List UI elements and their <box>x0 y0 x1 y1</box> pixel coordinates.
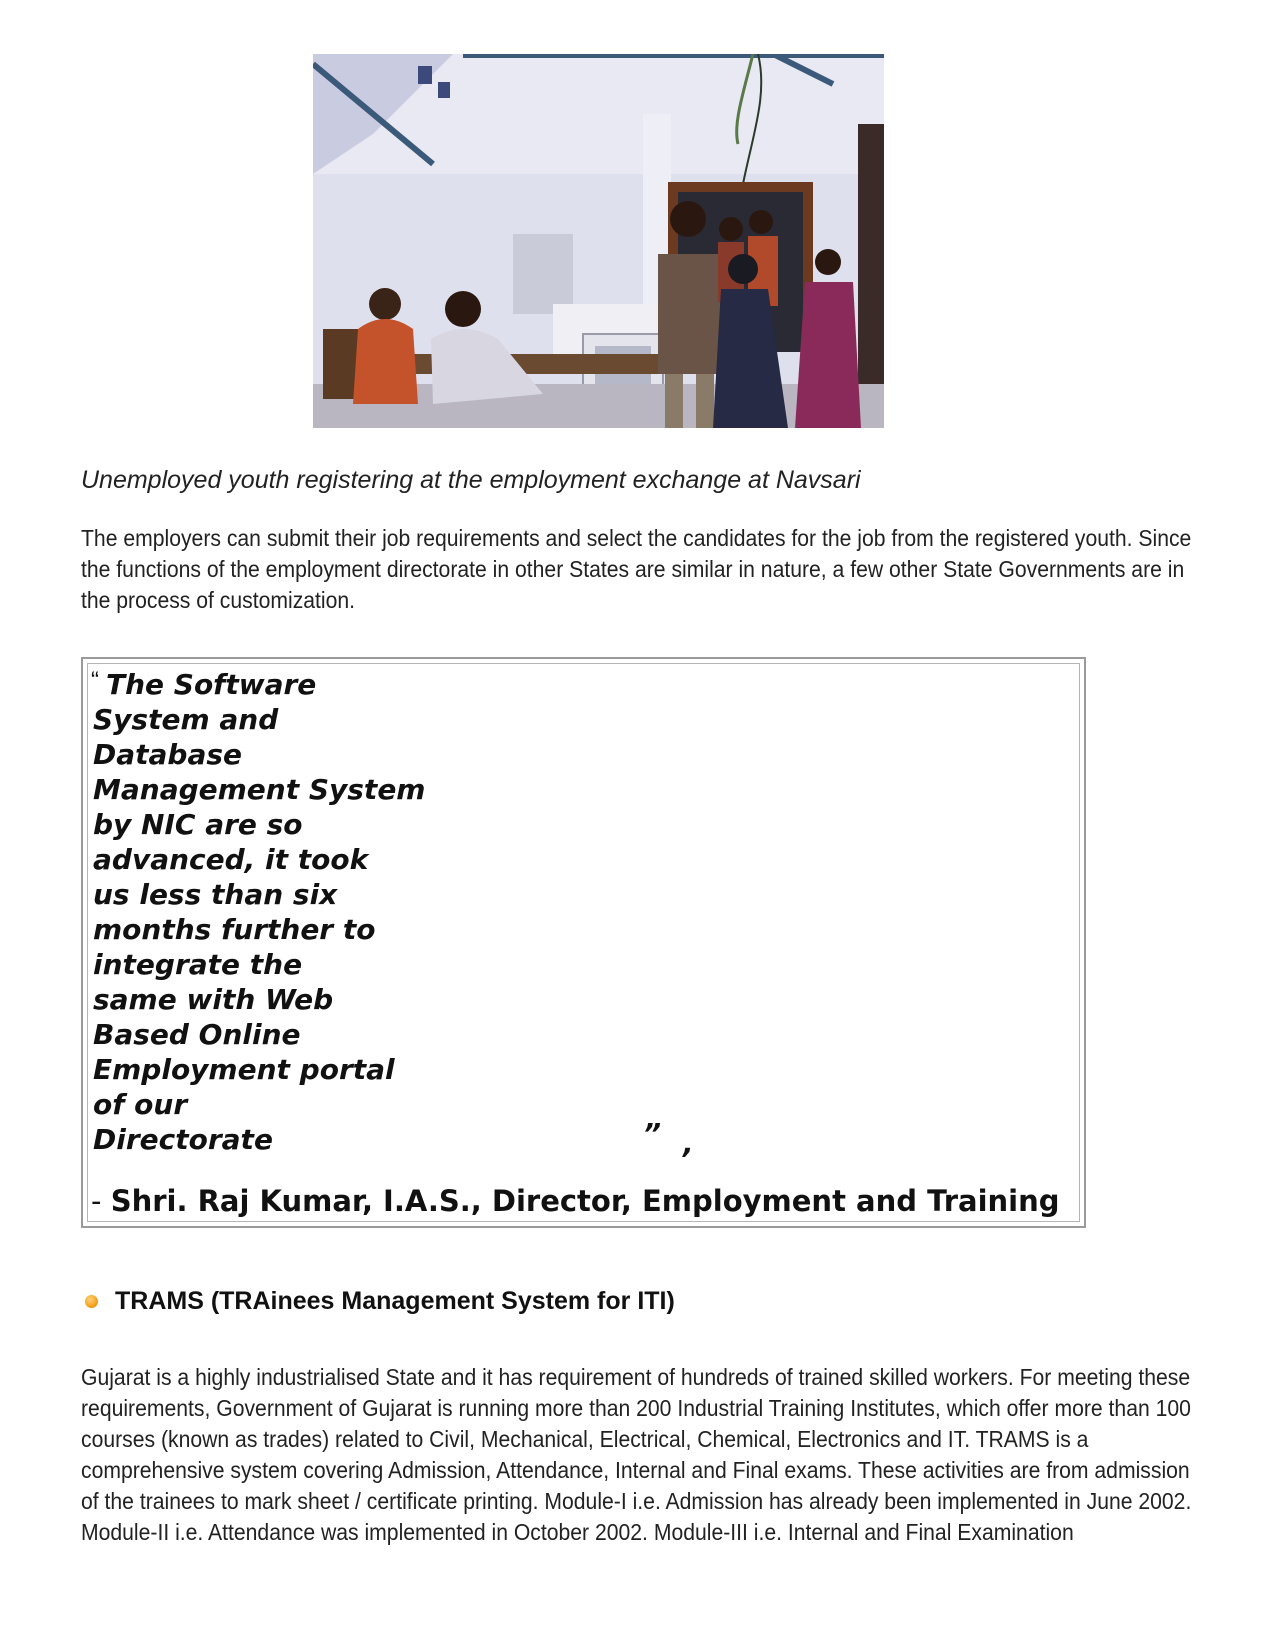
quote-line: Management System <box>93 773 426 806</box>
attribution-name: Shri. Raj Kumar, I.A.S., Director, Employment and Training <box>110 1184 1060 1218</box>
attribution-dash: - <box>91 1184 111 1218</box>
photo-caption: Unemployed youth registering at the employment exchange at Navsari <box>81 466 861 494</box>
quote-line: Database <box>93 738 243 771</box>
quote-line: us less than six <box>93 878 338 911</box>
quote-line: advanced, it took <box>93 843 369 876</box>
quote-open-mark: “ <box>91 667 99 694</box>
quote-line: The Software <box>106 668 317 701</box>
quote-line: Employment portal <box>93 1053 395 1086</box>
quote-line: by NIC are so <box>93 808 303 841</box>
trams-paragraph: Gujarat is a highly industrialised State and it has requirement of hundreds of trained skilled workers. For meeting these requirements, Government of Gujarat is running more than 200 Industrial Training Institutes, which offer more than 100 courses (known as trades) related to Civil, Mechanical, Electrical, Chemical, Electronics and IT. TRAMS is a comprehensive system covering Admission, Attendance, Internal and Final exams. These activities are from admission of the trainees to mark sheet / certificate printing. Module-I i.e. Admission has already been implemented in June 2002. Module-II i.e. Attendance was implemented in October 2002. Module-III i.e. Internal and Final Examination <box>81 1364 1192 1545</box>
quote-close-mark: ” <box>643 1117 662 1150</box>
quote-line: Based Online <box>93 1018 301 1051</box>
testimonial-quote-box <box>81 657 1086 1228</box>
quote-comma: , <box>683 1127 694 1160</box>
quote-line: System and <box>93 703 279 736</box>
quote-line: Directorate <box>93 1123 273 1156</box>
quote-line: months further to <box>93 913 376 946</box>
photo-illustration <box>313 54 884 428</box>
employers-paragraph: The employers can submit their job requirements and select the candidates for the job from the registered youth. Since the functions of the employment directorate in other States are similar in nature, a few other State Governments are in the process of customization. <box>81 525 1192 613</box>
bullet-icon <box>85 1295 98 1308</box>
trams-heading: TRAMS (TRAinees Management System for ITI) <box>115 1287 675 1315</box>
quote-attribution <box>91 1184 1060 1218</box>
quote-line: integrate the <box>93 948 303 981</box>
employment-exchange-photo <box>313 54 884 428</box>
quote-line: of our <box>93 1088 188 1121</box>
quote-line: same with Web <box>93 983 334 1016</box>
quote-text <box>93 667 433 1157</box>
